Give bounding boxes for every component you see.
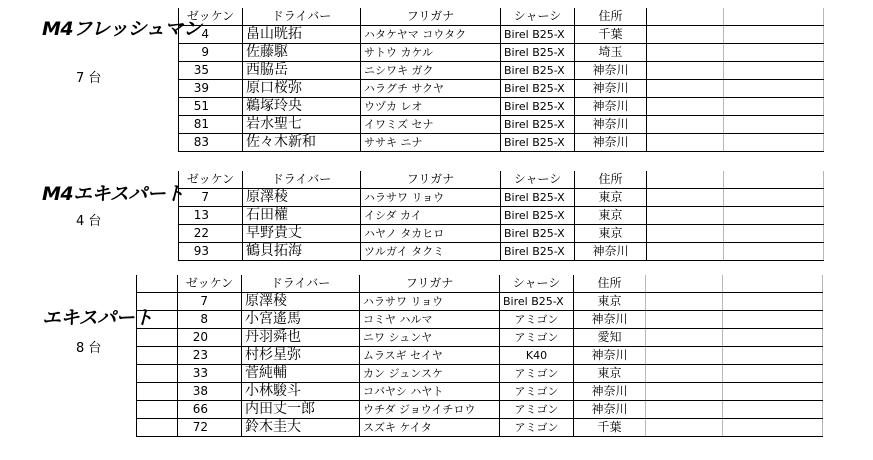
table-row [179,243,824,261]
chassis: Birel B25-X [501,189,575,207]
address: 神奈川 [574,347,646,365]
spacer-cell [137,383,178,401]
car-number: 33 [178,365,242,383]
car-number: 7 [179,189,243,207]
address: 神奈川 [575,62,647,80]
empty-cell [647,243,724,261]
driver-name: 西脇岳 [243,62,361,80]
address: 東京 [575,225,647,243]
empty-cell [724,171,824,189]
table-row [137,329,823,347]
empty-cell [647,98,724,116]
chassis: Birel B25-X [500,293,574,311]
car-number: 39 [179,80,243,98]
chassis: Birel B25-X [501,98,575,116]
empty-cell [724,225,824,243]
table-header-row [137,275,823,293]
address: 神奈川 [575,80,647,98]
driver-furigana: カン ジュンスケ [360,365,500,383]
table-row [179,62,824,80]
table-header-row [179,171,824,189]
driver-furigana: ツルガイ タクミ [361,243,501,261]
header-number: ゼッケン [179,8,243,26]
car-number: 93 [179,243,243,261]
empty-cell [723,401,823,419]
empty-cell [646,401,723,419]
car-number: 22 [179,225,243,243]
driver-name: 畠山晄拓 [243,26,361,44]
chassis: アミゴン [500,329,574,347]
header-number: ゼッケン [178,275,242,293]
chassis: Birel B25-X [501,44,575,62]
chassis: Birel B25-X [501,243,575,261]
chassis: Birel B25-X [501,116,575,134]
header-chassis: シャーシ [501,8,575,26]
driver-furigana: ササキ ニナ [361,134,501,152]
header-address: 住所 [575,8,647,26]
empty-cell [723,275,823,293]
chassis: アミゴン [500,419,574,437]
entry-table-expert [136,275,823,437]
empty-cell [724,243,824,261]
header-address: 住所 [575,171,647,189]
entry-table-m4-freshman [178,8,824,152]
spacer-cell [137,329,178,347]
spacer-cell [137,293,178,311]
empty-cell [646,347,723,365]
empty-cell [646,419,723,437]
driver-furigana: ムラスギ セイヤ [360,347,500,365]
driver-furigana: ニシワキ ガク [361,62,501,80]
entry-count: 8 台 [76,341,102,356]
driver-name: 小林駿斗 [242,383,360,401]
driver-furigana: ウチダ ジョウイチロウ [360,401,500,419]
spacer-cell [137,401,178,419]
chassis: Birel B25-X [501,207,575,225]
driver-furigana: ハラグチ サクヤ [361,80,501,98]
car-number: 23 [178,347,242,365]
table-row [179,225,824,243]
driver-furigana: ニワ シュンヤ [360,329,500,347]
driver-name: 鶴貝拓海 [243,243,361,261]
driver-name: 岩水聖七 [243,116,361,134]
header-driver: ドライバー [242,275,360,293]
address: 東京 [574,365,646,383]
empty-cell [724,80,824,98]
empty-cell [724,116,824,134]
chassis: Birel B25-X [501,134,575,152]
address: 神奈川 [574,311,646,329]
driver-furigana: イシダ カイ [361,207,501,225]
empty-cell [724,8,824,26]
address: 神奈川 [574,383,646,401]
car-number: 51 [179,98,243,116]
spacer-cell [137,365,178,383]
chassis: アミゴン [500,383,574,401]
empty-cell [724,26,824,44]
empty-cell [646,275,723,293]
chassis: アミゴン [500,365,574,383]
empty-cell [646,383,723,401]
table-row [179,116,824,134]
driver-name: 小宮遙馬 [242,311,360,329]
driver-name: 内田丈一郎 [242,401,360,419]
header-furigana: フリガナ [360,275,500,293]
driver-furigana: イワミズ セナ [361,116,501,134]
empty-cell [647,44,724,62]
empty-cell [647,62,724,80]
car-number: 9 [179,44,243,62]
empty-cell [646,311,723,329]
table-row [137,293,823,311]
chassis: アミゴン [500,311,574,329]
car-number: 7 [178,293,242,311]
driver-furigana: コミヤ ハルマ [360,311,500,329]
empty-cell [724,44,824,62]
empty-cell [647,8,724,26]
empty-cell [647,134,724,152]
chassis: Birel B25-X [501,62,575,80]
table-row [179,98,824,116]
empty-cell [723,383,823,401]
driver-name: 鈴木圭大 [242,419,360,437]
table-row [137,311,823,329]
driver-furigana: ハヤノ タカヒロ [361,225,501,243]
empty-cell [724,207,824,225]
spacer-cell [137,419,178,437]
empty-cell [646,293,723,311]
entry-count: 4 台 [76,214,102,229]
driver-name: 菅純輔 [242,365,360,383]
driver-furigana: ハラサワ リョウ [361,189,501,207]
empty-cell [647,80,724,98]
class-title-m4-expert: M4エキスパート [42,183,184,205]
address: 神奈川 [575,243,647,261]
table-row [137,365,823,383]
table-row [179,207,824,225]
entry-count: 7 台 [76,71,102,86]
empty-cell [723,347,823,365]
table-row [137,347,823,365]
class-title-m4-freshman: M4フレッシュマン [42,18,202,40]
header-furigana: フリガナ [361,171,501,189]
car-number: 8 [178,311,242,329]
chassis: Birel B25-X [501,80,575,98]
address: 神奈川 [574,401,646,419]
driver-furigana: ウヅカ レオ [361,98,501,116]
driver-name: 村杉星弥 [242,347,360,365]
header-chassis: シャーシ [501,171,575,189]
driver-name: 原口桜弥 [243,80,361,98]
car-number: 72 [178,419,242,437]
address: 神奈川 [575,116,647,134]
car-number: 83 [179,134,243,152]
table-header-row [179,8,824,26]
empty-cell [647,189,724,207]
address: 東京 [575,207,647,225]
address: 愛知 [574,329,646,347]
header-driver: ドライバー [243,171,361,189]
driver-name: 石田權 [243,207,361,225]
empty-cell [646,329,723,347]
car-number: 13 [179,207,243,225]
table-row [179,189,824,207]
table-row [137,401,823,419]
driver-name: 原澤稜 [243,189,361,207]
empty-cell [723,419,823,437]
chassis: アミゴン [500,401,574,419]
spacer-cell [137,275,178,293]
address: 千葉 [574,419,646,437]
driver-name: 丹羽舜也 [242,329,360,347]
address: 神奈川 [575,98,647,116]
empty-cell [723,329,823,347]
driver-name: 佐々木新和 [243,134,361,152]
car-number: 66 [178,401,242,419]
empty-cell [647,26,724,44]
empty-cell [723,293,823,311]
driver-furigana: ハラサワ リョウ [360,293,500,311]
address: 神奈川 [575,134,647,152]
chassis: Birel B25-X [501,26,575,44]
car-number: 81 [179,116,243,134]
empty-cell [647,116,724,134]
empty-cell [647,225,724,243]
spacer-cell [137,311,178,329]
spacer-cell [137,347,178,365]
chassis: K40 [500,347,574,365]
address: 東京 [574,293,646,311]
empty-cell [647,207,724,225]
table-row [179,44,824,62]
driver-name: 早野貴丈 [243,225,361,243]
car-number: 38 [178,383,242,401]
car-number: 20 [178,329,242,347]
empty-cell [723,311,823,329]
address: 埼玉 [575,44,647,62]
empty-cell [724,134,824,152]
header-chassis: シャーシ [500,275,574,293]
address: 東京 [575,189,647,207]
driver-name: 鵜塚玲央 [243,98,361,116]
header-driver: ドライバー [243,8,361,26]
empty-cell [724,98,824,116]
table-row [179,134,824,152]
table-row [137,383,823,401]
car-number: 35 [179,62,243,80]
empty-cell [723,365,823,383]
chassis: Birel B25-X [501,225,575,243]
empty-cell [724,189,824,207]
driver-furigana: サトウ カケル [361,44,501,62]
header-address: 住所 [574,275,646,293]
entry-table-m4-expert [178,171,824,261]
table-row [179,80,824,98]
driver-name: 佐藤駆 [243,44,361,62]
empty-cell [646,365,723,383]
empty-cell [724,62,824,80]
empty-cell [647,171,724,189]
driver-name: 原澤稜 [242,293,360,311]
class-title-expert: エキスパート [42,307,153,329]
header-number: ゼッケン [179,171,243,189]
table-row [137,419,823,437]
driver-furigana: ハタケヤマ コウタク [361,26,501,44]
driver-furigana: コバヤシ ハヤト [360,383,500,401]
header-furigana: フリガナ [361,8,501,26]
address: 千葉 [575,26,647,44]
table-row [179,26,824,44]
car-number: 4 [179,26,243,44]
driver-furigana: スズキ ケイタ [360,419,500,437]
